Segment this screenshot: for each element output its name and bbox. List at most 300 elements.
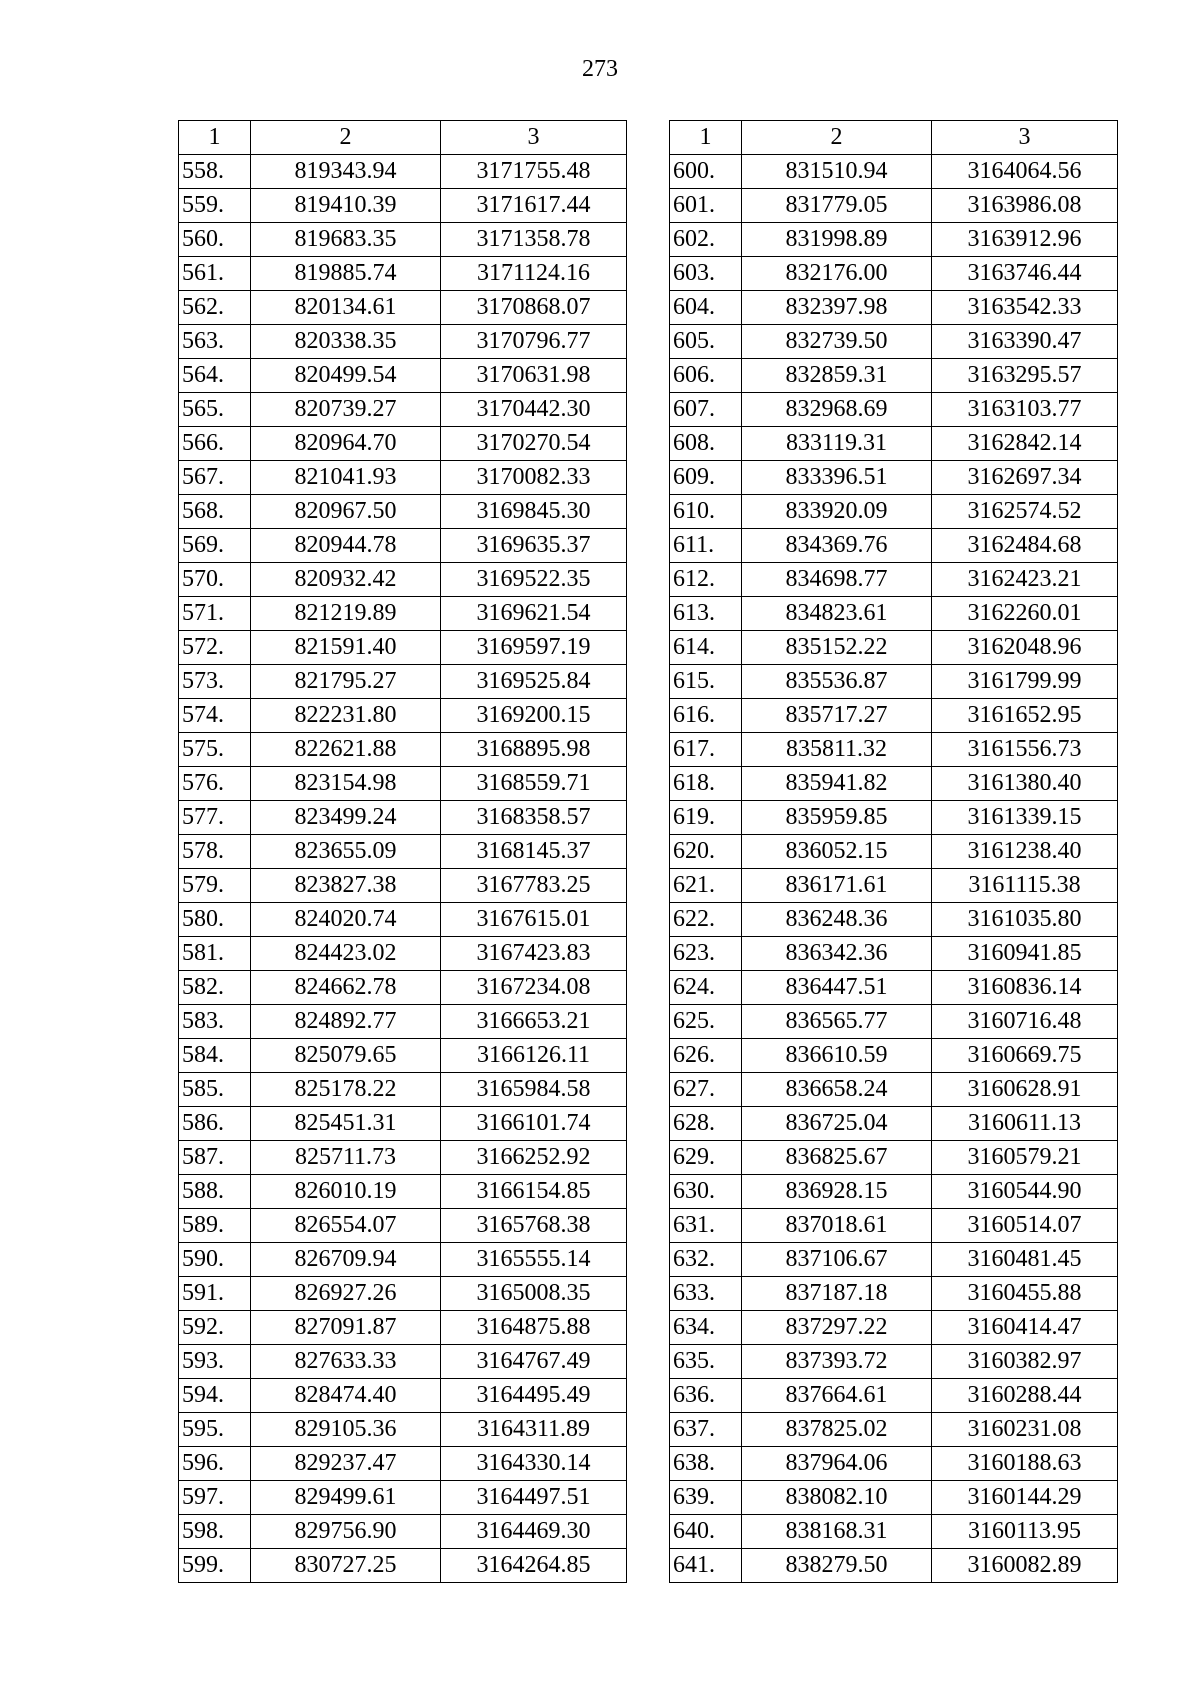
table-body-left xyxy=(179,155,627,1583)
y-coordinate-cell: 3171124.16 xyxy=(441,257,627,291)
table-row xyxy=(179,529,627,563)
y-coordinate-cell: 3160288.44 xyxy=(932,1379,1118,1413)
table-row xyxy=(179,223,627,257)
table-row xyxy=(670,1277,1118,1311)
table-row xyxy=(670,597,1118,631)
y-coordinate-cell: 3160514.07 xyxy=(932,1209,1118,1243)
y-coordinate-cell: 3164064.56 xyxy=(932,155,1118,189)
y-coordinate-cell: 3164875.88 xyxy=(441,1311,627,1345)
point-number-cell: 591. xyxy=(179,1277,251,1311)
x-coordinate-cell: 826709.94 xyxy=(251,1243,441,1277)
x-coordinate-cell: 819885.74 xyxy=(251,257,441,291)
y-coordinate-cell: 3166101.74 xyxy=(441,1107,627,1141)
table-row xyxy=(179,1039,627,1073)
point-number-cell: 639. xyxy=(670,1481,742,1515)
table-row xyxy=(670,1039,1118,1073)
table-row xyxy=(670,1515,1118,1549)
point-number-cell: 641. xyxy=(670,1549,742,1583)
y-coordinate-cell: 3166252.92 xyxy=(441,1141,627,1175)
x-coordinate-cell: 824892.77 xyxy=(251,1005,441,1039)
table-row xyxy=(670,1345,1118,1379)
table-row xyxy=(179,733,627,767)
x-coordinate-cell: 820739.27 xyxy=(251,393,441,427)
table-row xyxy=(670,1481,1118,1515)
point-number-cell: 594. xyxy=(179,1379,251,1413)
point-number-cell: 623. xyxy=(670,937,742,971)
x-coordinate-cell: 819410.39 xyxy=(251,189,441,223)
x-coordinate-cell: 838168.31 xyxy=(742,1515,932,1549)
x-coordinate-cell: 823154.98 xyxy=(251,767,441,801)
point-number-cell: 576. xyxy=(179,767,251,801)
table-row xyxy=(670,325,1118,359)
header-col-3: 3 xyxy=(932,121,1118,155)
table-row xyxy=(179,291,627,325)
point-number-cell: 569. xyxy=(179,529,251,563)
point-number-cell: 567. xyxy=(179,461,251,495)
table-row xyxy=(179,631,627,665)
x-coordinate-cell: 835941.82 xyxy=(742,767,932,801)
x-coordinate-cell: 833396.51 xyxy=(742,461,932,495)
table-row xyxy=(670,1447,1118,1481)
x-coordinate-cell: 831510.94 xyxy=(742,155,932,189)
x-coordinate-cell: 821041.93 xyxy=(251,461,441,495)
table-row xyxy=(179,1277,627,1311)
y-coordinate-cell: 3160481.45 xyxy=(932,1243,1118,1277)
table-row xyxy=(670,1107,1118,1141)
y-coordinate-cell: 3162048.96 xyxy=(932,631,1118,665)
point-number-cell: 637. xyxy=(670,1413,742,1447)
y-coordinate-cell: 3166653.21 xyxy=(441,1005,627,1039)
point-number-cell: 635. xyxy=(670,1345,742,1379)
y-coordinate-cell: 3161115.38 xyxy=(932,869,1118,903)
x-coordinate-cell: 832859.31 xyxy=(742,359,932,393)
x-coordinate-cell: 830727.25 xyxy=(251,1549,441,1583)
header-col-3: 3 xyxy=(441,121,627,155)
x-coordinate-cell: 829105.36 xyxy=(251,1413,441,1447)
table-row xyxy=(179,971,627,1005)
table-row xyxy=(670,971,1118,1005)
point-number-cell: 601. xyxy=(670,189,742,223)
y-coordinate-cell: 3169597.19 xyxy=(441,631,627,665)
x-coordinate-cell: 836565.77 xyxy=(742,1005,932,1039)
y-coordinate-cell: 3161035.80 xyxy=(932,903,1118,937)
point-number-cell: 624. xyxy=(670,971,742,1005)
point-number-cell: 607. xyxy=(670,393,742,427)
point-number-cell: 631. xyxy=(670,1209,742,1243)
y-coordinate-cell: 3164330.14 xyxy=(441,1447,627,1481)
point-number-cell: 561. xyxy=(179,257,251,291)
table-row xyxy=(670,1175,1118,1209)
point-number-cell: 590. xyxy=(179,1243,251,1277)
y-coordinate-cell: 3163295.57 xyxy=(932,359,1118,393)
x-coordinate-cell: 835717.27 xyxy=(742,699,932,733)
table-header-row xyxy=(670,121,1118,155)
table-row xyxy=(670,869,1118,903)
y-coordinate-cell: 3170082.33 xyxy=(441,461,627,495)
table-row xyxy=(179,1311,627,1345)
x-coordinate-cell: 834369.76 xyxy=(742,529,932,563)
x-coordinate-cell: 832397.98 xyxy=(742,291,932,325)
table-row xyxy=(670,427,1118,461)
x-coordinate-cell: 829499.61 xyxy=(251,1481,441,1515)
table-row xyxy=(670,801,1118,835)
x-coordinate-cell: 834823.61 xyxy=(742,597,932,631)
point-number-cell: 602. xyxy=(670,223,742,257)
x-coordinate-cell: 831998.89 xyxy=(742,223,932,257)
x-coordinate-cell: 819343.94 xyxy=(251,155,441,189)
y-coordinate-cell: 3160716.48 xyxy=(932,1005,1118,1039)
y-coordinate-cell: 3160455.88 xyxy=(932,1277,1118,1311)
point-number-cell: 630. xyxy=(670,1175,742,1209)
table-row xyxy=(670,733,1118,767)
y-coordinate-cell: 3161238.40 xyxy=(932,835,1118,869)
table-row xyxy=(179,1141,627,1175)
x-coordinate-cell: 821795.27 xyxy=(251,665,441,699)
y-coordinate-cell: 3169635.37 xyxy=(441,529,627,563)
point-number-cell: 581. xyxy=(179,937,251,971)
point-number-cell: 580. xyxy=(179,903,251,937)
y-coordinate-cell: 3170270.54 xyxy=(441,427,627,461)
x-coordinate-cell: 836610.59 xyxy=(742,1039,932,1073)
point-number-cell: 616. xyxy=(670,699,742,733)
y-coordinate-cell: 3160144.29 xyxy=(932,1481,1118,1515)
point-number-cell: 619. xyxy=(670,801,742,835)
x-coordinate-cell: 825178.22 xyxy=(251,1073,441,1107)
x-coordinate-cell: 823655.09 xyxy=(251,835,441,869)
x-coordinate-cell: 828474.40 xyxy=(251,1379,441,1413)
y-coordinate-cell: 3161652.95 xyxy=(932,699,1118,733)
y-coordinate-cell: 3160836.14 xyxy=(932,971,1118,1005)
y-coordinate-cell: 3171755.48 xyxy=(441,155,627,189)
table-row xyxy=(179,1447,627,1481)
point-number-cell: 595. xyxy=(179,1413,251,1447)
table-row xyxy=(179,359,627,393)
table-row xyxy=(179,189,627,223)
point-number-cell: 618. xyxy=(670,767,742,801)
y-coordinate-cell: 3165555.14 xyxy=(441,1243,627,1277)
table-row xyxy=(670,1141,1118,1175)
y-coordinate-cell: 3160188.63 xyxy=(932,1447,1118,1481)
table-header-row xyxy=(179,121,627,155)
x-coordinate-cell: 837018.61 xyxy=(742,1209,932,1243)
point-number-cell: 577. xyxy=(179,801,251,835)
point-number-cell: 563. xyxy=(179,325,251,359)
point-number-cell: 559. xyxy=(179,189,251,223)
point-number-cell: 565. xyxy=(179,393,251,427)
coordinate-table-left xyxy=(178,120,627,1583)
y-coordinate-cell: 3160628.91 xyxy=(932,1073,1118,1107)
table-row xyxy=(179,665,627,699)
point-number-cell: 588. xyxy=(179,1175,251,1209)
y-coordinate-cell: 3167615.01 xyxy=(441,903,627,937)
y-coordinate-cell: 3164497.51 xyxy=(441,1481,627,1515)
table-row xyxy=(670,495,1118,529)
y-coordinate-cell: 3163986.08 xyxy=(932,189,1118,223)
table-row xyxy=(179,257,627,291)
table-row xyxy=(670,1243,1118,1277)
table-row xyxy=(670,1311,1118,1345)
table-row xyxy=(670,1549,1118,1583)
table-row xyxy=(670,189,1118,223)
table-row xyxy=(179,835,627,869)
point-number-cell: 625. xyxy=(670,1005,742,1039)
x-coordinate-cell: 832739.50 xyxy=(742,325,932,359)
table-row xyxy=(670,563,1118,597)
point-number-cell: 600. xyxy=(670,155,742,189)
y-coordinate-cell: 3171358.78 xyxy=(441,223,627,257)
point-number-cell: 584. xyxy=(179,1039,251,1073)
y-coordinate-cell: 3162484.68 xyxy=(932,529,1118,563)
point-number-cell: 589. xyxy=(179,1209,251,1243)
table-row xyxy=(670,223,1118,257)
x-coordinate-cell: 838279.50 xyxy=(742,1549,932,1583)
y-coordinate-cell: 3162697.34 xyxy=(932,461,1118,495)
header-col-1: 1 xyxy=(179,121,251,155)
point-number-cell: 629. xyxy=(670,1141,742,1175)
y-coordinate-cell: 3169845.30 xyxy=(441,495,627,529)
point-number-cell: 562. xyxy=(179,291,251,325)
point-number-cell: 621. xyxy=(670,869,742,903)
y-coordinate-cell: 3160231.08 xyxy=(932,1413,1118,1447)
x-coordinate-cell: 823827.38 xyxy=(251,869,441,903)
point-number-cell: 564. xyxy=(179,359,251,393)
y-coordinate-cell: 3162260.01 xyxy=(932,597,1118,631)
point-number-cell: 633. xyxy=(670,1277,742,1311)
x-coordinate-cell: 820499.54 xyxy=(251,359,441,393)
y-coordinate-cell: 3163542.33 xyxy=(932,291,1118,325)
table-row xyxy=(179,1515,627,1549)
point-number-cell: 605. xyxy=(670,325,742,359)
table-row xyxy=(179,1005,627,1039)
y-coordinate-cell: 3162423.21 xyxy=(932,563,1118,597)
x-coordinate-cell: 820944.78 xyxy=(251,529,441,563)
y-coordinate-cell: 3160941.85 xyxy=(932,937,1118,971)
x-coordinate-cell: 825711.73 xyxy=(251,1141,441,1175)
table-row xyxy=(179,1345,627,1379)
x-coordinate-cell: 836248.36 xyxy=(742,903,932,937)
y-coordinate-cell: 3164495.49 xyxy=(441,1379,627,1413)
y-coordinate-cell: 3168145.37 xyxy=(441,835,627,869)
point-number-cell: 612. xyxy=(670,563,742,597)
x-coordinate-cell: 832176.00 xyxy=(742,257,932,291)
table-row xyxy=(179,495,627,529)
y-coordinate-cell: 3164264.85 xyxy=(441,1549,627,1583)
x-coordinate-cell: 823499.24 xyxy=(251,801,441,835)
y-coordinate-cell: 3165984.58 xyxy=(441,1073,627,1107)
x-coordinate-cell: 827091.87 xyxy=(251,1311,441,1345)
y-coordinate-cell: 3168358.57 xyxy=(441,801,627,835)
x-coordinate-cell: 835152.22 xyxy=(742,631,932,665)
point-number-cell: 596. xyxy=(179,1447,251,1481)
x-coordinate-cell: 826554.07 xyxy=(251,1209,441,1243)
point-number-cell: 572. xyxy=(179,631,251,665)
point-number-cell: 568. xyxy=(179,495,251,529)
x-coordinate-cell: 819683.35 xyxy=(251,223,441,257)
table-row xyxy=(670,1073,1118,1107)
y-coordinate-cell: 3161556.73 xyxy=(932,733,1118,767)
x-coordinate-cell: 822621.88 xyxy=(251,733,441,767)
point-number-cell: 599. xyxy=(179,1549,251,1583)
table-row xyxy=(670,461,1118,495)
point-number-cell: 560. xyxy=(179,223,251,257)
table-row xyxy=(670,291,1118,325)
x-coordinate-cell: 836725.04 xyxy=(742,1107,932,1141)
x-coordinate-cell: 837393.72 xyxy=(742,1345,932,1379)
x-coordinate-cell: 826010.19 xyxy=(251,1175,441,1209)
table-row xyxy=(179,1107,627,1141)
x-coordinate-cell: 825451.31 xyxy=(251,1107,441,1141)
y-coordinate-cell: 3161799.99 xyxy=(932,665,1118,699)
point-number-cell: 573. xyxy=(179,665,251,699)
y-coordinate-cell: 3160113.95 xyxy=(932,1515,1118,1549)
table-row xyxy=(179,1549,627,1583)
table-row xyxy=(179,699,627,733)
table-row xyxy=(670,1413,1118,1447)
x-coordinate-cell: 835811.32 xyxy=(742,733,932,767)
y-coordinate-cell: 3164469.30 xyxy=(441,1515,627,1549)
x-coordinate-cell: 835536.87 xyxy=(742,665,932,699)
point-number-cell: 608. xyxy=(670,427,742,461)
x-coordinate-cell: 835959.85 xyxy=(742,801,932,835)
y-coordinate-cell: 3170868.07 xyxy=(441,291,627,325)
x-coordinate-cell: 832968.69 xyxy=(742,393,932,427)
y-coordinate-cell: 3169200.15 xyxy=(441,699,627,733)
header-col-2: 2 xyxy=(742,121,932,155)
point-number-cell: 575. xyxy=(179,733,251,767)
y-coordinate-cell: 3167423.83 xyxy=(441,937,627,971)
x-coordinate-cell: 829756.90 xyxy=(251,1515,441,1549)
x-coordinate-cell: 821591.40 xyxy=(251,631,441,665)
x-coordinate-cell: 824423.02 xyxy=(251,937,441,971)
header-col-2: 2 xyxy=(251,121,441,155)
y-coordinate-cell: 3164311.89 xyxy=(441,1413,627,1447)
point-number-cell: 614. xyxy=(670,631,742,665)
x-coordinate-cell: 836447.51 xyxy=(742,971,932,1005)
table-row xyxy=(670,665,1118,699)
y-coordinate-cell: 3160579.21 xyxy=(932,1141,1118,1175)
point-number-cell: 587. xyxy=(179,1141,251,1175)
x-coordinate-cell: 833119.31 xyxy=(742,427,932,461)
table-row xyxy=(670,937,1118,971)
x-coordinate-cell: 836825.67 xyxy=(742,1141,932,1175)
table-row xyxy=(670,903,1118,937)
table-row xyxy=(670,529,1118,563)
x-coordinate-cell: 834698.77 xyxy=(742,563,932,597)
table-row xyxy=(670,155,1118,189)
point-number-cell: 622. xyxy=(670,903,742,937)
table-row xyxy=(179,597,627,631)
x-coordinate-cell: 829237.47 xyxy=(251,1447,441,1481)
y-coordinate-cell: 3170442.30 xyxy=(441,393,627,427)
point-number-cell: 578. xyxy=(179,835,251,869)
point-number-cell: 574. xyxy=(179,699,251,733)
point-number-cell: 579. xyxy=(179,869,251,903)
table-row xyxy=(179,767,627,801)
table-row xyxy=(670,1209,1118,1243)
y-coordinate-cell: 3169621.54 xyxy=(441,597,627,631)
x-coordinate-cell: 824662.78 xyxy=(251,971,441,1005)
y-coordinate-cell: 3164767.49 xyxy=(441,1345,627,1379)
y-coordinate-cell: 3161380.40 xyxy=(932,767,1118,801)
x-coordinate-cell: 822231.80 xyxy=(251,699,441,733)
page-number: 273 xyxy=(582,56,618,82)
y-coordinate-cell: 3168559.71 xyxy=(441,767,627,801)
point-number-cell: 634. xyxy=(670,1311,742,1345)
point-number-cell: 626. xyxy=(670,1039,742,1073)
y-coordinate-cell: 3160382.97 xyxy=(932,1345,1118,1379)
x-coordinate-cell: 820338.35 xyxy=(251,325,441,359)
point-number-cell: 598. xyxy=(179,1515,251,1549)
point-number-cell: 627. xyxy=(670,1073,742,1107)
x-coordinate-cell: 825079.65 xyxy=(251,1039,441,1073)
x-coordinate-cell: 827633.33 xyxy=(251,1345,441,1379)
y-coordinate-cell: 3160669.75 xyxy=(932,1039,1118,1073)
y-coordinate-cell: 3171617.44 xyxy=(441,189,627,223)
y-coordinate-cell: 3162574.52 xyxy=(932,495,1118,529)
table-row xyxy=(670,699,1118,733)
table-row xyxy=(670,835,1118,869)
point-number-cell: 609. xyxy=(670,461,742,495)
point-number-cell: 636. xyxy=(670,1379,742,1413)
y-coordinate-cell: 3169525.84 xyxy=(441,665,627,699)
point-number-cell: 603. xyxy=(670,257,742,291)
y-coordinate-cell: 3167783.25 xyxy=(441,869,627,903)
y-coordinate-cell: 3161339.15 xyxy=(932,801,1118,835)
x-coordinate-cell: 820932.42 xyxy=(251,563,441,597)
table-row xyxy=(179,427,627,461)
y-coordinate-cell: 3163390.47 xyxy=(932,325,1118,359)
x-coordinate-cell: 837106.67 xyxy=(742,1243,932,1277)
point-number-cell: 620. xyxy=(670,835,742,869)
table-row xyxy=(179,869,627,903)
point-number-cell: 617. xyxy=(670,733,742,767)
point-number-cell: 571. xyxy=(179,597,251,631)
table-row xyxy=(670,1379,1118,1413)
y-coordinate-cell: 3160611.13 xyxy=(932,1107,1118,1141)
point-number-cell: 615. xyxy=(670,665,742,699)
table-row xyxy=(179,461,627,495)
table-row xyxy=(670,631,1118,665)
table-row xyxy=(179,393,627,427)
table-row xyxy=(179,1175,627,1209)
x-coordinate-cell: 837964.06 xyxy=(742,1447,932,1481)
point-number-cell: 604. xyxy=(670,291,742,325)
x-coordinate-cell: 821219.89 xyxy=(251,597,441,631)
x-coordinate-cell: 838082.10 xyxy=(742,1481,932,1515)
y-coordinate-cell: 3167234.08 xyxy=(441,971,627,1005)
y-coordinate-cell: 3163746.44 xyxy=(932,257,1118,291)
point-number-cell: 585. xyxy=(179,1073,251,1107)
point-number-cell: 558. xyxy=(179,155,251,189)
point-number-cell: 628. xyxy=(670,1107,742,1141)
y-coordinate-cell: 3166126.11 xyxy=(441,1039,627,1073)
table-row xyxy=(179,937,627,971)
x-coordinate-cell: 820964.70 xyxy=(251,427,441,461)
x-coordinate-cell: 836928.15 xyxy=(742,1175,932,1209)
point-number-cell: 632. xyxy=(670,1243,742,1277)
point-number-cell: 570. xyxy=(179,563,251,597)
x-coordinate-cell: 836171.61 xyxy=(742,869,932,903)
table-row xyxy=(670,359,1118,393)
table-row xyxy=(179,1413,627,1447)
y-coordinate-cell: 3169522.35 xyxy=(441,563,627,597)
table-row xyxy=(179,155,627,189)
table-row xyxy=(670,393,1118,427)
y-coordinate-cell: 3160414.47 xyxy=(932,1311,1118,1345)
y-coordinate-cell: 3168895.98 xyxy=(441,733,627,767)
table-row xyxy=(179,1243,627,1277)
y-coordinate-cell: 3160082.89 xyxy=(932,1549,1118,1583)
